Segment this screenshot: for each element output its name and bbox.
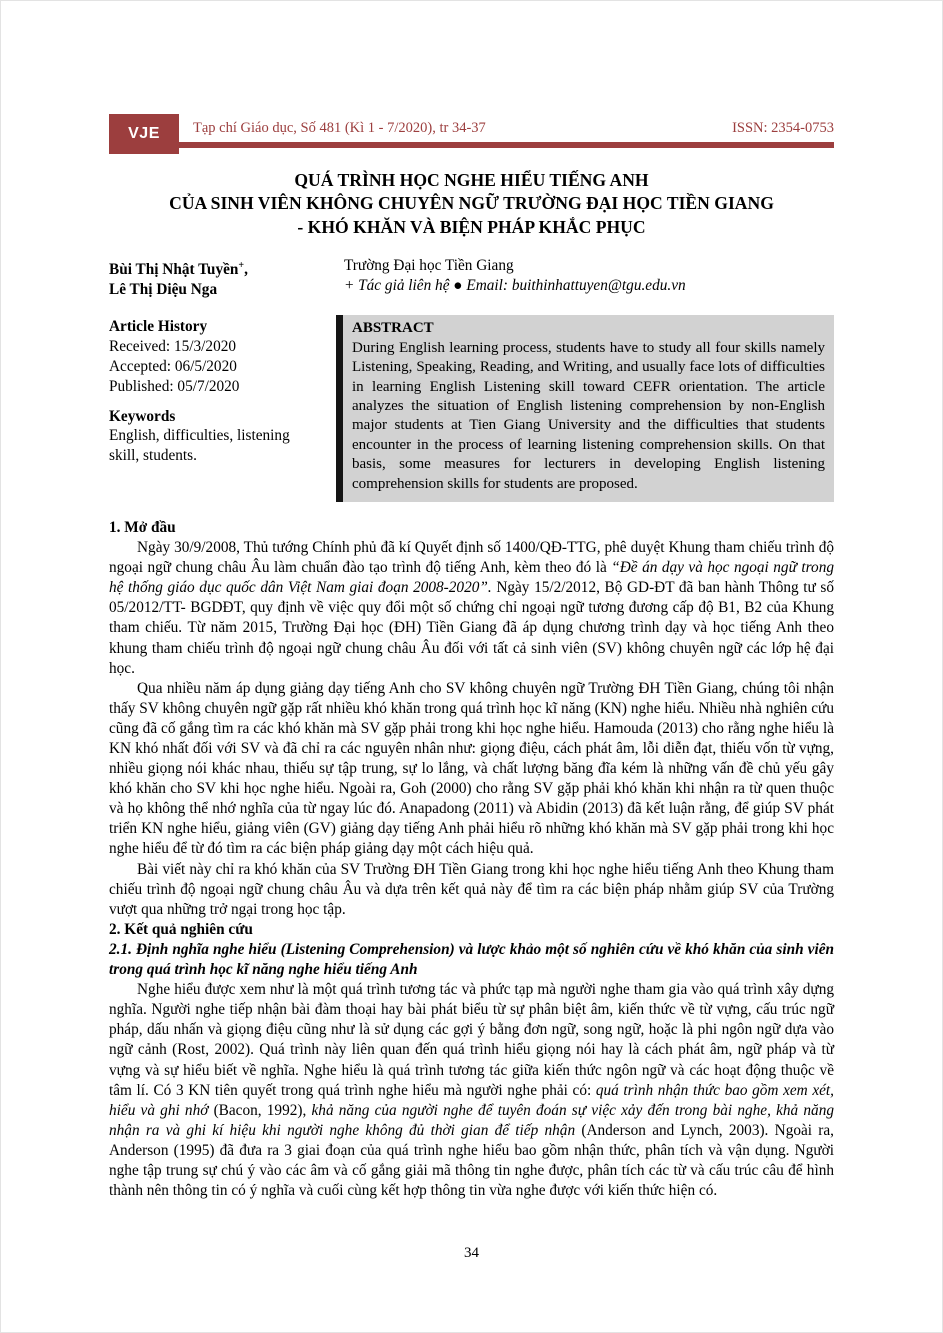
page-number: 34 [464, 1245, 479, 1262]
paragraph-1 [109, 538, 834, 679]
paragraph-4 [109, 980, 834, 1201]
paragraph-4-run-3: (Anderson and Lynch, 2003). Ngoài ra, Anderson (1995) đã đưa ra 3 giai đoạn của quá trình nghe hiểu bao gồm nhận thức, phân tích và vận dụng. Người nghe tập trung sự chú ý vào các âm và cố gắng giải mã thông tin nghe được, phân tích các từ và cấu trúc câu để hình thành nên thông tin có ý nghĩa và cuối cùng kết hợp thông tin vừa nghe được với kiến thức hiện có. [109, 1121, 834, 1200]
article-title-line2: CỦA SINH VIÊN KHÔNG CHUYÊN NGỮ TRƯỜNG ĐẠI HỌC TIỀN GIANG [169, 193, 774, 214]
article-body [109, 518, 834, 1201]
issn-label: ISSN: 2354-0753 [732, 119, 834, 136]
journal-info: Tạp chí Giáo dục, Số 481 (Kì 1 - 7/2020), tr 34-37 [193, 119, 486, 136]
author-1-name: Bùi Thị Nhật Tuyền [109, 261, 239, 279]
author-1 [109, 256, 336, 280]
paragraph-2: Qua nhiều năm áp dụng giảng dạy tiếng Anh cho SV không chuyên ngữ Trường ĐH Tiền Giang, chúng tôi nhận thấy SV không chuyên ngữ gặp rất nhiều khó khăn trong quá trình học kĩ năng (KN) nghe hiểu. Nhiều nhà nghiên cứu cũng đã cố gắng tìm ra các khó khăn mà SV gặp phải trong khi học nghe hiểu. Hamouda (2013) cho rằng nghe hiểu là KN khó nhất đối với SV và đã chỉ ra các nguyên nhân như: giọng điệu, cách phát âm, lỗi diễn đạt, thiếu vốn từ vựng, nhiều giọng nói khác nhau, thiếu sự tập trung, sự lo lắng, và chất lượng băng đĩa kém là những vấn đề chủ yếu gây khó khăn cho SV khi học nghe hiểu. Ngoài ra, Goh (2000) cho rằng SV gặp phải khó khăn khi nhận ra từ quen thuộc và họ không thể nhớ nghĩa của từ ngay lúc đó. Anapadong (2011) và Abidin (2013) đã kết luận rằng, để giúp SV phát triển KN nghe hiểu, giảng viên (GV) giảng dạy tiếng Anh phải hiểu rõ những khó khăn mà SV gặp phải trong khi học nghe hiểu để từ đó tìm ra các biện pháp giảng dạy một cách hiệu quả. [109, 679, 834, 858]
article-info-section [109, 315, 834, 502]
vje-logo [109, 114, 179, 154]
author-names [109, 256, 336, 300]
abstract-box [336, 315, 834, 502]
author-1-comma: , [244, 261, 248, 279]
paragraph-1-italic-quote: “Đề án dạy và học ngoại ngữ trong hệ thống giáo dục quốc dân Việt Nam giai đoạn 2008-2020”. [109, 559, 834, 597]
corresponding-contact: + Tác giả liên hệ ● Email: buithinhattuyen@tgu.edu.vn [344, 277, 686, 295]
article-history-title: Article History [109, 318, 208, 336]
affiliation-block [336, 256, 834, 300]
abstract-title: ABSTRACT [352, 320, 434, 337]
paragraph-1-run-2: Ngày 15/2/2012, Bộ GD-ĐT đã ban hành Thông tư số 05/2012/TT- BGDĐT, quy định về việc quy đổi một số chứng chỉ ngoại ngữ tương đương cấp độ B1, B2 của Khung tham chiếu. Từ năm 2015, Trường Đại học (ĐH) Tiền Giang đã áp dụng chương trình dạy và học tiếng Anh theo khung tham chiếu trình độ ngoại ngữ chung châu Âu đối với tất cả sinh viên (SV) không chuyên ngữ các lớp hệ đại học. [109, 579, 834, 677]
vje-logo-text: VJE [128, 125, 160, 142]
received-date: Received: 15/3/2020 [109, 338, 237, 356]
published-date: Published: 05/7/2020 [109, 377, 240, 395]
article-title-line1: QUÁ TRÌNH HỌC NGHE HIỂU TIẾNG ANH [294, 170, 649, 190]
affiliation: Trường Đại học Tiền Giang [344, 257, 514, 275]
paragraph-4-run-1: Nghe hiểu được xem như là một quá trình tương tác và phức tạp mà người nghe tham gia vào quá trình xây dựng nghĩa. Người nghe tiếp nhận bài đàm thoại hay bài phát biểu từ sự phân biệt âm, kiến thức về từ vựng, cấu trúc ngữ pháp, dấu nhấn và giọng điệu cũng như là sử dụng các gợi ý bằng đơn ngữ, song ngữ, hoặc là phi ngôn ngữ dựa vào ngữ cảnh (Rost, 2002). Quá trình này liên quan đến quá trình hiểu giọng nói hay là cách phát âm, ngữ pháp và từ vựng và sự hiểu biết về nghĩa. Nghe hiểu là quá trình tương tác giữa kiến thức ngôn ngữ và các hoạt động thuộc về tâm lí. Có 3 KN tiên quyết trong quá trình nghe hiểu mà người nghe phải có: [109, 981, 834, 1099]
article-history-column [109, 315, 336, 466]
article-title-line3: - KHÓ KHĂN VÀ BIỆN PHÁP KHẮC PHỤC [297, 216, 646, 237]
corresponding-author-mark: + [238, 260, 245, 272]
keywords-title: Keywords [109, 407, 176, 425]
paragraph-4-italic-2: khả năng của người nghe để tuyên đoán sự việc xảy đến trong bài nghe, khả năng nhận ra và ghi kí hiệu khi người nghe không đủ thời gian để tiếp nhận [109, 1101, 834, 1139]
section-1-heading: 1. Mở đầu [109, 518, 176, 536]
paragraph-4-italic-1: quá trình nhận thức bao gồm xem xét, hiểu và ghi nhớ [109, 1081, 834, 1119]
article-title [109, 169, 834, 239]
keywords-text: English, difficulties, listening skill, students. [109, 427, 290, 465]
paragraph-1-run-1: Ngày 30/9/2008, Thủ tướng Chính phủ đã kí Quyết định số 1400/QĐ-TTG, phê duyệt Khung tham chiếu trình độ ngoại ngữ chung châu Âu làm chuẩn đào tạo trình độ tiếng Anh, kèm theo đó là [109, 539, 834, 577]
author-2: Lê Thị Diệu Nga [109, 281, 218, 299]
abstract-text: During English learning process, students have to study all four skills namely Listening, Speaking, Reading, and Writing, and usually face lots of difficulties in learning English Listening skill toward CEFR orientation. The article analyzes the situation of English listening comprehension by non-English major students at Tien Giang University and the difficulties that students encounter in the process of learning listening comprehension skills. On that basis, some measures for lecturers in developing English listening comprehension skills for students are proposed. [352, 339, 825, 492]
accepted-date: Accepted: 06/5/2020 [109, 357, 237, 375]
journal-header [109, 114, 834, 148]
paragraph-4-run-2: (Bacon, 1992), [208, 1101, 312, 1119]
section-2-1-heading: 2.1. Định nghĩa nghe hiểu (Listening Comprehension) và lược khảo một số nghiên cứu về khó khăn của sinh viên trong quá trình học kĩ năng nghe hiểu tiếng Anh [109, 940, 834, 979]
paragraph-3: Bài viết này chỉ ra khó khăn của SV Trường ĐH Tiền Giang trong khi học nghe hiểu tiếng Anh theo Khung tham chiếu trình độ ngoại ngữ chung châu Âu và dựa trên kết quả này để tìm ra các biện pháp nhằm giúp SV của Trường vượt qua những trở ngại trong học tập. [109, 860, 834, 918]
section-2-heading: 2. Kết quả nghiên cứu [109, 920, 253, 938]
author-block [109, 256, 834, 300]
